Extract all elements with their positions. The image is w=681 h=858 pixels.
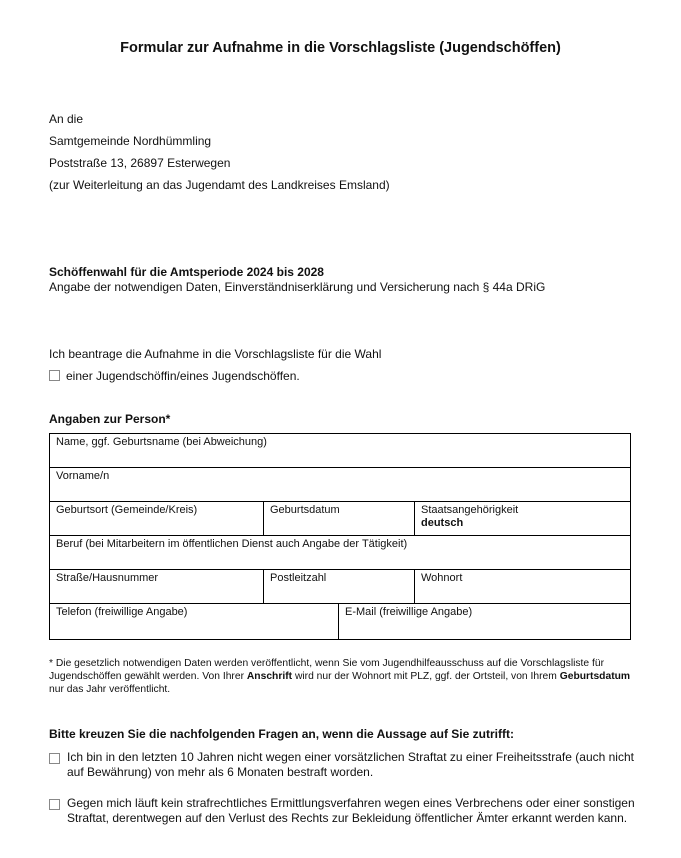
plz-field[interactable] — [264, 570, 415, 604]
footnote-bold-geburtsdatum: Geburtsdatum — [559, 671, 631, 682]
footnote-text-3: nur das Jahr veröffentlicht. — [49, 684, 171, 695]
question-1[interactable] — [49, 750, 639, 780]
strasse-label: Straße/Hausnummer — [56, 572, 159, 584]
vorname-label: Vorname/n — [56, 470, 110, 482]
footnote-text-1: * Die gesetzlich notwendigen Daten werden veröffentlicht, wenn Sie vom Jugendhilfeausschuss auf die Vorschlagsliste für Jugendschöffen gewählt werden. Von Ihrer — [49, 658, 605, 682]
name-field[interactable] — [50, 434, 631, 468]
application-option[interactable] — [49, 369, 300, 383]
staatsangehoerigkeit-field[interactable] — [415, 502, 631, 536]
address-line-3: Poststraße 13, 26897 Esterwegen — [49, 156, 231, 170]
address-line-4: (zur Weiterleitung an das Jugendamt des Landkreises Emsland) — [49, 178, 390, 192]
geburtsort-label: Geburtsort (Gemeinde/Kreis) — [56, 504, 198, 516]
telefon-field[interactable] — [50, 604, 339, 640]
checkbox-question-2[interactable] — [49, 799, 60, 810]
strasse-field[interactable] — [50, 570, 264, 604]
address-line-1: An die — [49, 112, 84, 126]
application-text: Ich beantrage die Aufnahme in die Vorschlagsliste für die Wahl — [49, 347, 382, 361]
question-1-text: Ich bin in den letzten 10 Jahren nicht wegen einer vorsätzlichen Straftat zu einer Freiheitsstrafe (auch nicht auf Bewährung) von mehr als 6 Monaten bestraft worden. — [67, 750, 634, 779]
footnote — [49, 657, 634, 696]
wohnort-label: Wohnort — [421, 572, 463, 584]
election-heading: Schöffenwahl für die Amtsperiode 2024 bis 2028 — [49, 265, 324, 279]
email-field[interactable] — [339, 604, 631, 640]
question-2[interactable] — [49, 796, 639, 826]
checkbox-jugendschoeffe[interactable] — [49, 370, 60, 381]
footnote-bold-anschrift: Anschrift — [246, 671, 293, 682]
geburtsdatum-label: Geburtsdatum — [270, 504, 340, 516]
footnote-text-2: wird nur der Wohnort mit PLZ, ggf. der Ortsteil, von Ihrem — [292, 671, 560, 682]
plz-label: Postleitzahl — [270, 572, 327, 584]
staatsangehoerigkeit-value: deutsch — [421, 517, 464, 529]
address-line-2: Samtgemeinde Nordhümmling — [49, 134, 212, 148]
checkbox-question-1[interactable] — [49, 753, 60, 764]
beruf-label: Beruf (bei Mitarbeitern im öffentlichen Dienst auch Angabe der Tätigkeit) — [56, 538, 408, 550]
geburtsort-field[interactable] — [50, 502, 264, 536]
telefon-label: Telefon (freiwillige Angabe) — [56, 606, 188, 618]
geburtsdatum-field[interactable] — [264, 502, 415, 536]
election-subtitle: Angabe der notwendigen Daten, Einverständniserklärung und Versicherung nach § 44a DRiG — [49, 280, 546, 294]
application-option-label: einer Jugendschöffin/eines Jugendschöffen. — [66, 369, 300, 383]
person-form-table — [49, 433, 631, 640]
beruf-field[interactable] — [50, 536, 631, 570]
questions-heading: Bitte kreuzen Sie die nachfolgenden Fragen an, wenn die Aussage auf Sie zutrifft: — [49, 727, 514, 741]
staatsangehoerigkeit-label: Staatsangehörigkeit — [421, 504, 519, 516]
email-label: E-Mail (freiwillige Angabe) — [345, 606, 473, 618]
name-label: Name, ggf. Geburtsname (bei Abweichung) — [56, 436, 267, 448]
document-title: Formular zur Aufnahme in die Vorschlagsliste (Jugendschöffen) — [120, 40, 561, 56]
question-2-text: Gegen mich läuft kein strafrechtliches Ermittlungsverfahren wegen eines Verbrechens oder einer sonstigen Straftat, derentwegen auf den Verlust des Rechts zur Bekleidung öffentlicher Ämter erkannt werden kann. — [67, 796, 635, 825]
vorname-field[interactable] — [50, 468, 631, 502]
wohnort-field[interactable] — [415, 570, 631, 604]
person-heading: Angaben zur Person* — [49, 412, 171, 426]
